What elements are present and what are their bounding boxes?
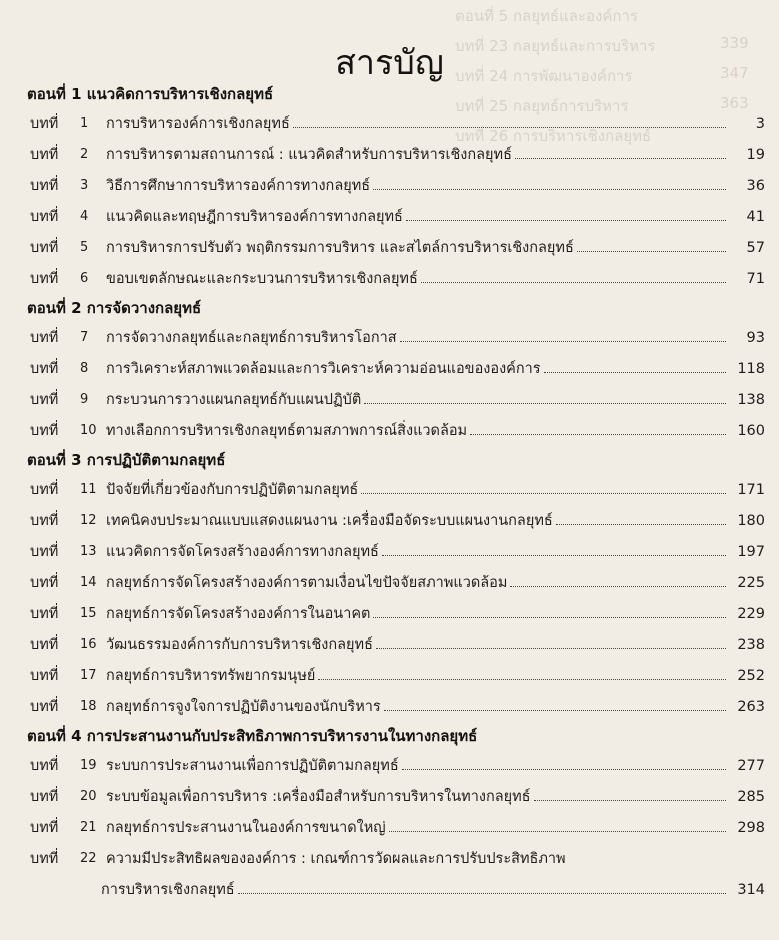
chapter-page: 93 xyxy=(746,329,765,346)
chapter-row xyxy=(25,108,765,139)
chapter-title: ปัจจัยที่เกี่ยวข้องกับการปฏิบัติตามกลยุทธ์ xyxy=(106,482,359,498)
chapter-number: 3 xyxy=(80,178,89,193)
dot-leader xyxy=(361,493,726,494)
chapter-number: 11 xyxy=(80,482,97,497)
chapter-page: 197 xyxy=(737,543,765,560)
part-heading: ตอนที่ 1 แนวคิดการบริหารเชิงกลยุทธ์ xyxy=(27,85,274,103)
chapter-label: บทที่ xyxy=(30,392,59,408)
chapter-title: การวิเคราะห์สภาพแวดล้อมและการวิเคราะห์ความอ่อนแอขององค์การ xyxy=(106,361,541,377)
chapter-page: 238 xyxy=(737,636,765,653)
dot-leader xyxy=(373,189,726,190)
dot-leader xyxy=(384,710,726,711)
chapter-title: ระบบการประสานงานเพื่อการปฏิบัติตามกลยุทธ์ xyxy=(106,758,399,774)
chapter-title: ความมีประสิทธิผลขององค์การ : เกณฑ์การวัดผลและการปรับประสิทธิภาพ xyxy=(106,851,566,867)
chapter-title: ระบบข้อมูลเพื่อการบริหาร :เครื่องมือสำหรับการบริหารในทางกลยุทธ์ xyxy=(106,789,531,805)
dot-leader xyxy=(376,648,726,649)
dot-leader xyxy=(238,893,726,894)
chapter-title: วิธีการศึกษาการบริหารองค์การทางกลยุทธ์ xyxy=(106,178,371,194)
dot-leader xyxy=(402,769,726,770)
chapter-number: 1 xyxy=(80,116,89,131)
chapter-number: 19 xyxy=(80,758,97,773)
chapter-label: บทที่ xyxy=(30,637,59,653)
chapter-number: 21 xyxy=(80,820,97,835)
dot-leader xyxy=(515,158,726,159)
dot-leader xyxy=(400,341,726,342)
chapter-row xyxy=(25,474,765,505)
chapter-title-continued: การบริหารเชิงกลยุทธ์ xyxy=(101,882,235,898)
chapter-number: 13 xyxy=(80,544,97,559)
chapter-number: 5 xyxy=(80,240,89,255)
chapter-number: 18 xyxy=(80,699,97,714)
chapter-number: 12 xyxy=(80,513,97,528)
dot-leader xyxy=(406,220,726,221)
chapter-number: 20 xyxy=(80,789,97,804)
chapter-page: 160 xyxy=(737,422,765,439)
dot-leader xyxy=(382,555,726,556)
dot-leader xyxy=(318,679,726,680)
chapter-label: บทที่ xyxy=(30,147,59,163)
chapter-row xyxy=(25,598,765,629)
chapter-label: บทที่ xyxy=(30,668,59,684)
chapter-title: แนวคิดและทฤษฎีการบริหารองค์การทางกลยุทธ์ xyxy=(106,209,403,225)
chapter-row-continued xyxy=(25,874,765,905)
chapter-row xyxy=(25,691,765,722)
chapter-page: 118 xyxy=(737,360,765,377)
dot-leader xyxy=(556,524,726,525)
chapter-label: บทที่ xyxy=(30,116,59,132)
chapter-title: กลยุทธ์การบริหารทรัพยากรมนุษย์ xyxy=(106,668,316,684)
chapter-row xyxy=(25,505,765,536)
part-heading: ตอนที่ 4 การประสานงานกับประสิทธิภาพการบริหารงานในทางกลยุทธ์ xyxy=(27,727,478,745)
chapter-row xyxy=(25,170,765,201)
chapter-number: 10 xyxy=(80,423,97,438)
chapter-page: 71 xyxy=(746,270,765,287)
chapter-row xyxy=(25,263,765,294)
chapter-page: 252 xyxy=(737,667,765,684)
chapter-page: 225 xyxy=(737,574,765,591)
chapter-row xyxy=(25,750,765,781)
chapter-label: บทที่ xyxy=(30,851,59,867)
chapter-number: 7 xyxy=(80,330,89,345)
table-of-contents xyxy=(25,80,765,905)
chapter-row xyxy=(25,201,765,232)
chapter-title: กลยุทธ์การจัดโครงสร้างองค์การในอนาคต xyxy=(106,606,371,622)
part-heading: ตอนที่ 2 การจัดวางกลยุทธ์ xyxy=(27,299,202,317)
chapter-label: บทที่ xyxy=(30,699,59,715)
chapter-title: กลยุทธ์การจูงใจการปฏิบัติงานของนักบริหาร xyxy=(106,699,381,715)
chapter-row xyxy=(25,843,765,874)
dot-leader xyxy=(577,251,726,252)
dot-leader xyxy=(510,586,726,587)
chapter-title: เทคนิคงบประมาณแบบแสดงแผนงาน :เครื่องมือจัดระบบแผนงานกลยุทธ์ xyxy=(106,513,553,529)
chapter-page: 229 xyxy=(737,605,765,622)
chapter-row xyxy=(25,384,765,415)
chapter-row xyxy=(25,139,765,170)
chapter-number: 16 xyxy=(80,637,97,652)
dot-leader xyxy=(421,282,726,283)
chapter-label: บทที่ xyxy=(30,820,59,836)
chapter-label: บทที่ xyxy=(30,575,59,591)
chapter-number: 8 xyxy=(80,361,89,376)
chapter-title: กระบวนการวางแผนกลยุทธ์กับแผนปฏิบัติ xyxy=(106,392,362,408)
chapter-label: บทที่ xyxy=(30,423,59,439)
chapter-title: ขอบเขตลักษณะและกระบวนการบริหารเชิงกลยุทธ์ xyxy=(106,271,418,287)
chapter-row xyxy=(25,353,765,384)
chapter-number: 15 xyxy=(80,606,97,621)
chapter-row xyxy=(25,415,765,446)
chapter-page: 41 xyxy=(746,208,765,225)
chapter-row xyxy=(25,322,765,353)
chapter-page: 57 xyxy=(746,239,765,256)
bleed-through-text: ตอนที่ 5 กลยุทธ์และองค์การ บทที่ 23 กลยุทธ์และการบริหาร บทที่ 24 การพัฒนาองค์การ บทที่ 25 กลยุทธ์การบริหาร บทที่ 26 การบริหารเชิงกลยุทธ์ 339 347 363 xyxy=(455,7,749,145)
dot-leader xyxy=(293,127,726,128)
chapter-title: กลยุทธ์การจัดโครงสร้างองค์การตามเงื่อนไขปัจจัยสภาพแวดล้อม xyxy=(106,575,508,591)
chapter-row xyxy=(25,536,765,567)
chapter-page: 171 xyxy=(737,481,765,498)
chapter-label: บทที่ xyxy=(30,482,59,498)
chapter-page: 3 xyxy=(755,115,765,132)
dot-leader xyxy=(373,617,726,618)
chapter-number: 17 xyxy=(80,668,97,683)
chapter-title: แนวคิดการจัดโครงสร้างองค์การทางกลยุทธ์ xyxy=(106,544,379,560)
chapter-number: 9 xyxy=(80,392,89,407)
chapter-label: บทที่ xyxy=(30,513,59,529)
chapter-number: 6 xyxy=(80,271,89,286)
chapter-row xyxy=(25,629,765,660)
chapter-row xyxy=(25,232,765,263)
chapter-page: 285 xyxy=(737,788,765,805)
chapter-label: บทที่ xyxy=(30,178,59,194)
chapter-title: การบริหารการปรับตัว พฤติกรรมการบริหาร และสไตล์การบริหารเชิงกลยุทธ์ xyxy=(106,240,574,256)
chapter-page: 277 xyxy=(737,757,765,774)
chapter-title: วัฒนธรรมองค์การกับการบริหารเชิงกลยุทธ์ xyxy=(106,637,373,653)
chapter-label: บทที่ xyxy=(30,606,59,622)
chapter-title: การจัดวางกลยุทธ์และกลยุทธ์การบริหารโอกาส xyxy=(106,330,397,346)
chapter-label: บทที่ xyxy=(30,209,59,225)
chapter-number: 2 xyxy=(80,147,89,162)
chapter-label: บทที่ xyxy=(30,271,59,287)
page-title: สารบัญ xyxy=(335,42,444,83)
chapter-number: 14 xyxy=(80,575,97,590)
chapter-page: 36 xyxy=(746,177,765,194)
chapter-page: 180 xyxy=(737,512,765,529)
dot-leader xyxy=(364,403,726,404)
chapter-label: บทที่ xyxy=(30,240,59,256)
chapter-page: 314 xyxy=(737,881,765,898)
chapter-title: การบริหารตามสถานการณ์ : แนวคิดสำหรับการบริหารเชิงกลยุทธ์ xyxy=(106,147,512,163)
chapter-row xyxy=(25,812,765,843)
dot-leader xyxy=(544,372,726,373)
dot-leader xyxy=(470,434,726,435)
chapter-label: บทที่ xyxy=(30,361,59,377)
chapter-title: การบริหารองค์การเชิงกลยุทธ์ xyxy=(106,116,290,132)
chapter-label: บทที่ xyxy=(30,789,59,805)
chapter-title: ทางเลือกการบริหารเชิงกลยุทธ์ตามสภาพการณ์สิ่งแวดล้อม xyxy=(106,423,468,439)
chapter-page: 138 xyxy=(737,391,765,408)
chapter-label: บทที่ xyxy=(30,758,59,774)
chapter-number: 4 xyxy=(80,209,89,224)
chapter-label: บทที่ xyxy=(30,544,59,560)
chapter-page: 263 xyxy=(737,698,765,715)
chapter-page: 19 xyxy=(746,146,765,163)
chapter-title: กลยุทธ์การประสานงานในองค์การขนาดใหญ่ xyxy=(106,820,386,836)
chapter-number: 22 xyxy=(80,851,97,866)
dot-leader xyxy=(389,831,726,832)
part-heading: ตอนที่ 3 การปฏิบัติตามกลยุทธ์ xyxy=(27,451,226,469)
dot-leader xyxy=(534,800,726,801)
chapter-label: บทที่ xyxy=(30,330,59,346)
chapter-row xyxy=(25,567,765,598)
chapter-row xyxy=(25,660,765,691)
chapter-page: 298 xyxy=(737,819,765,836)
chapter-row xyxy=(25,781,765,812)
